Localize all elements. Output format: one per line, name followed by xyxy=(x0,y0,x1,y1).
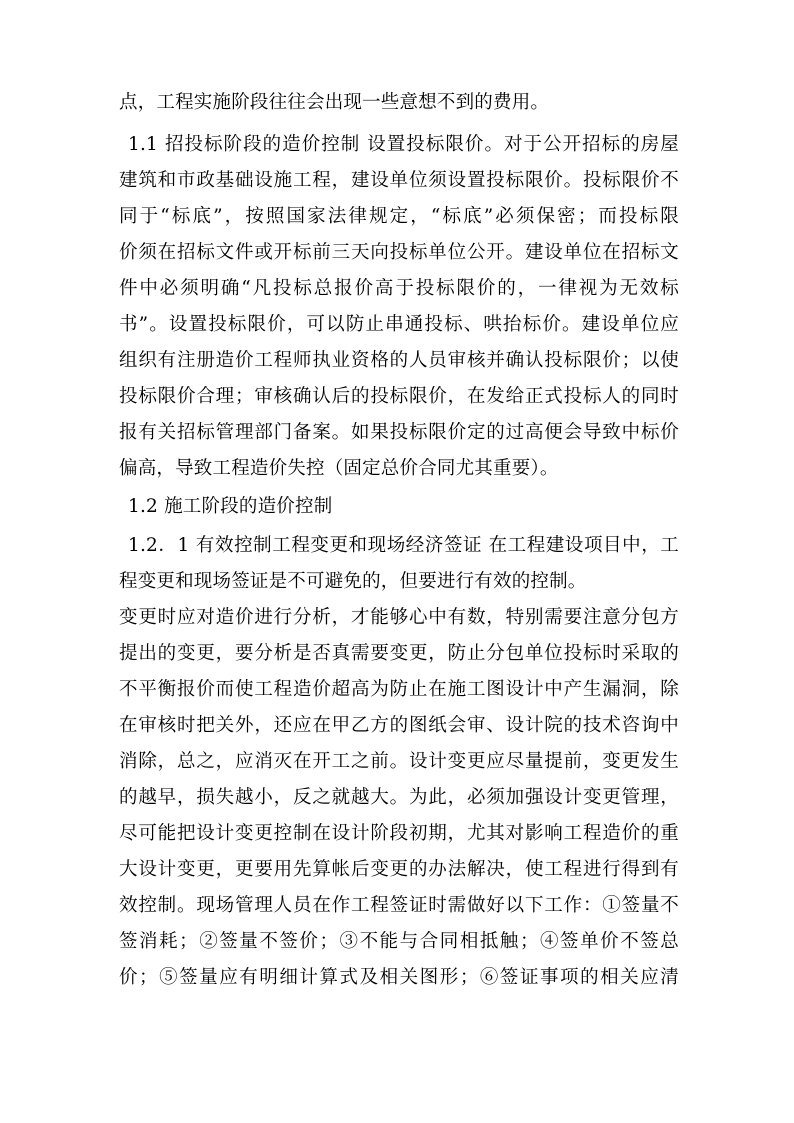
text-line: 投标限价合理；审核确认后的投标限价，在发给正式投标人的同时 xyxy=(119,386,679,407)
text-line: 组织有注册造价工程师执业资格的人员审核并确认投标限价；以使 xyxy=(119,350,679,371)
text-line: 不平衡报价而使工程造价超高为防止在施工图设计中产生漏洞，除 xyxy=(119,679,679,700)
text-line: 报有关招标管理部门备案。如果投标限价定的过高便会导致中标价 xyxy=(119,422,679,443)
text-line: 的越早，损失越小，反之就越大。为此，必须加强设计变更管理， xyxy=(119,787,679,808)
text-line: 大设计变更，更要用先算帐后变更的办法解决，使工程进行得到有 xyxy=(119,859,679,880)
text-line: 偏高，导致工程造价失控（固定总价合同尤其重要）。 xyxy=(119,458,559,479)
section-heading-1-1: 1.1 招投标阶段的造价控制 设置投标限价。对于公开招标的房屋 xyxy=(128,134,679,155)
text-line: 消除，总之，应消灭在开工之前。设计变更应尽量提前，变更发生 xyxy=(119,751,679,772)
text-line: 点，工程实施阶段往往会出现一些意想不到的费用。 xyxy=(119,92,550,113)
text-line: 价；⑤签量应有明细计算式及相关图形；⑥签证事项的相关应清 xyxy=(119,967,679,988)
text-line: 提出的变更，要分析是否真需要变更，防止分包单位投标时采取的 xyxy=(119,643,679,664)
subsection-heading-1-2-1: 1.2．1 有效控制工程变更和现场经济签证 在工程建设项目中，工 xyxy=(128,535,679,556)
text-line: 价须在招标文件或开标前三天向投标单位公开。建设单位在招标文 xyxy=(119,242,679,263)
text-line: 同于“标底”，按照国家法律规定，“标底”必须保密；而投标限 xyxy=(119,206,679,227)
text-line: 件中必须明确“凡投标总报价高于投标限价的，一律视为无效标 xyxy=(119,278,679,299)
text-line: 变更时应对造价进行分析，才能够心中有数，特别需要注意分包方 xyxy=(119,607,679,628)
text-line: 签消耗；②签量不签价；③不能与合同相抵触；④签单价不签总 xyxy=(119,931,679,952)
section-heading-1-2: 1.2 施工阶段的造价控制 xyxy=(128,496,333,517)
text-line: 程变更和现场签证是不可避免的，但要进行有效的控制。 xyxy=(119,571,587,592)
text-line: 效控制。现场管理人员在作工程签证时需做好以下工作：①签量不 xyxy=(119,895,679,916)
text-line: 建筑和市政基础设施工程，建设单位须设置投标限价。投标限价不 xyxy=(119,170,679,191)
text-line: 尽可能把设计变更控制在设计阶段初期，尤其对影响工程造价的重 xyxy=(119,823,679,844)
text-line: 书”。设置投标限价，可以防止串通投标、哄抬标价。建设单位应 xyxy=(119,314,679,335)
text-line: 在审核时把关外，还应在甲乙方的图纸会审、设计院的技术咨询中 xyxy=(119,715,679,736)
